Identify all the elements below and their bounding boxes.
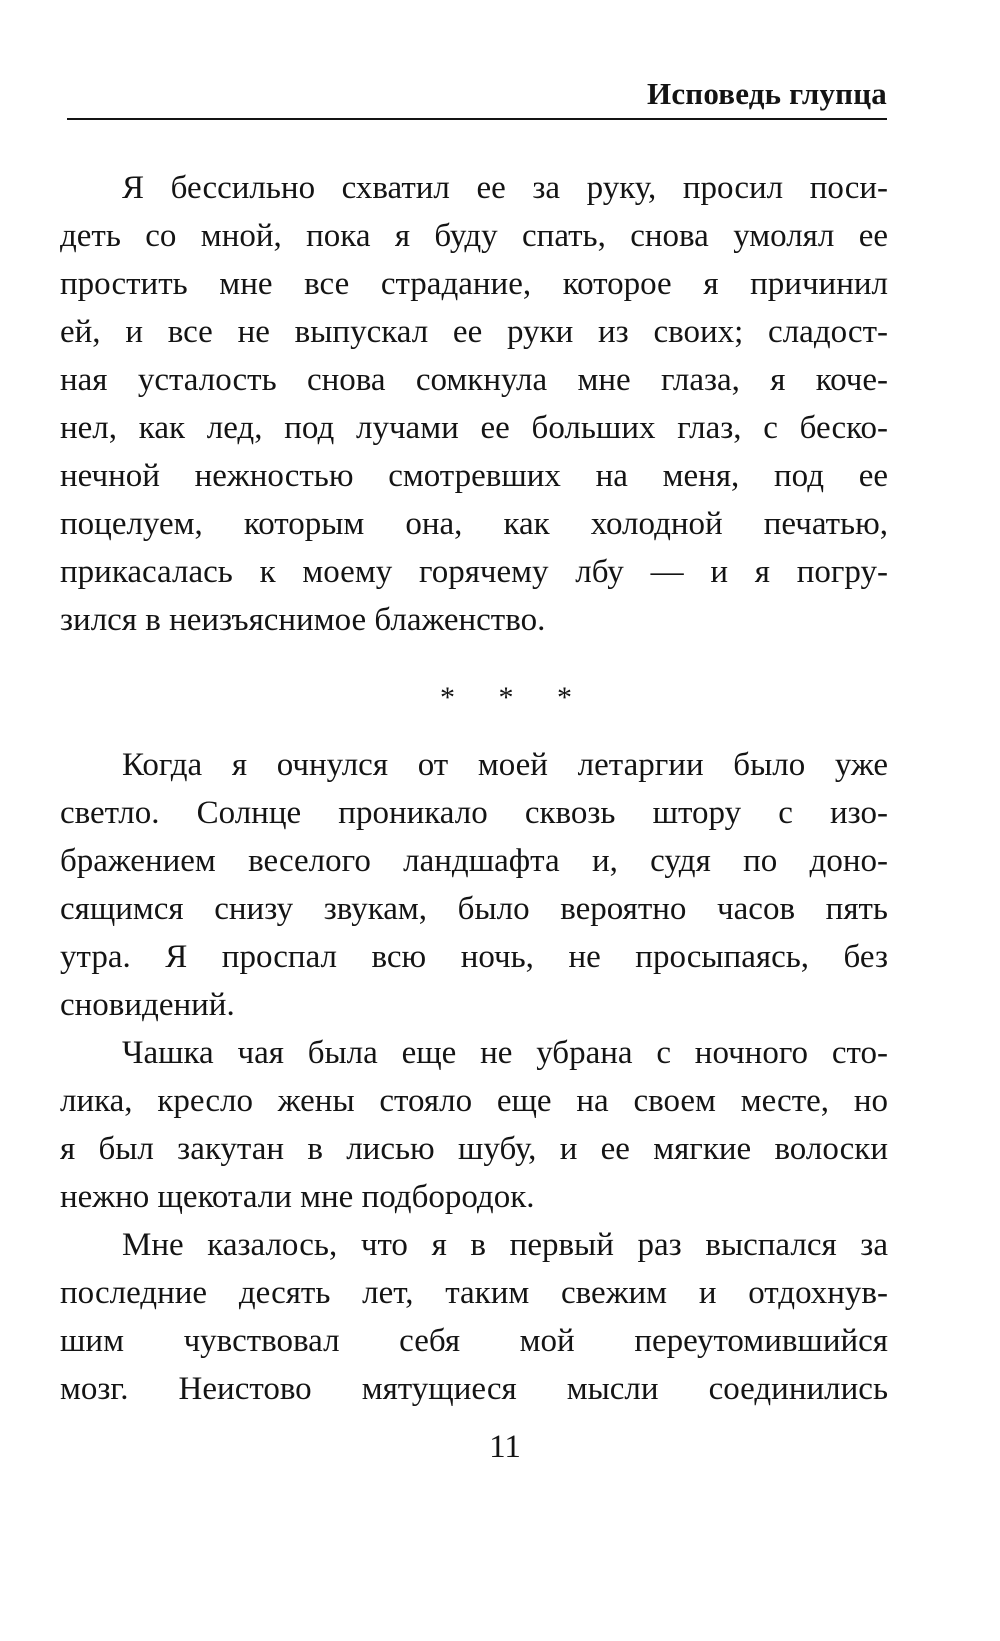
text-line: зился в неизъяснимое блаженство. xyxy=(60,602,546,638)
text-line: последние десять лет, таким свежим и отдохнув- xyxy=(60,1275,888,1311)
paragraph-1 xyxy=(60,164,888,644)
text-line: Чашка чая была еще не убрана с ночного сто- xyxy=(122,1035,888,1071)
text-line: утра. Я проспал всю ночь, не просыпаясь, без xyxy=(60,939,888,975)
text-line: нел, как лед, под лучами ее больших глаз, с беско- xyxy=(60,410,888,446)
text-line: ная усталость снова сомкнула мне глаза, я коче- xyxy=(60,362,888,398)
text-line: деть со мной, пока я буду спать, снова умолял ее xyxy=(60,218,888,254)
text-line: мозг. Неистово мятущиеся мысли соединились xyxy=(60,1371,888,1407)
text-line: сновидений. xyxy=(60,987,235,1023)
text-line: нечной нежностью смотревших на меня, под ее xyxy=(60,458,888,494)
text-line: Когда я очнулся от моей летаргии было уже xyxy=(122,747,888,783)
text-line: простить мне все страдание, которое я причинил xyxy=(60,266,888,302)
text-line: бражением веселого ландшафта и, судя по доно- xyxy=(60,843,888,879)
page-number: 11 xyxy=(489,1429,521,1465)
text-line: сящимся снизу звукам, было вероятно часов пять xyxy=(60,891,888,927)
text-line: шим чувствовал себя мой переутомившийся xyxy=(60,1323,888,1359)
paragraph-4 xyxy=(60,1221,888,1413)
text-line: ей, и все не выпускал ее руки из своих; сладост- xyxy=(60,314,888,350)
text-line: я был закутан в лисью шубу, и ее мягкие волоски xyxy=(60,1131,888,1167)
text-line: нежно щекотали мне подбородок. xyxy=(60,1179,535,1215)
text-line: прикасалась к моему горячему лбу — и я погру- xyxy=(60,554,888,590)
text-line: Мне казалось, что я в первый раз выспался за xyxy=(122,1227,888,1263)
text-line: поцелуем, которым она, как холодной печатью, xyxy=(60,506,888,542)
section-separator: * * * xyxy=(440,681,590,714)
paragraph-2 xyxy=(60,741,888,1029)
running-title: Исповедь глупца xyxy=(647,76,887,111)
running-head xyxy=(67,74,887,120)
text-line: лика, кресло жены стояло еще на своем месте, но xyxy=(60,1083,888,1119)
paragraph-3 xyxy=(60,1029,888,1221)
text-line: светло. Солнце проникало сквозь штору с изо- xyxy=(60,795,888,831)
text-line: Я бессильно схватил ее за руку, просил поси- xyxy=(122,170,888,206)
